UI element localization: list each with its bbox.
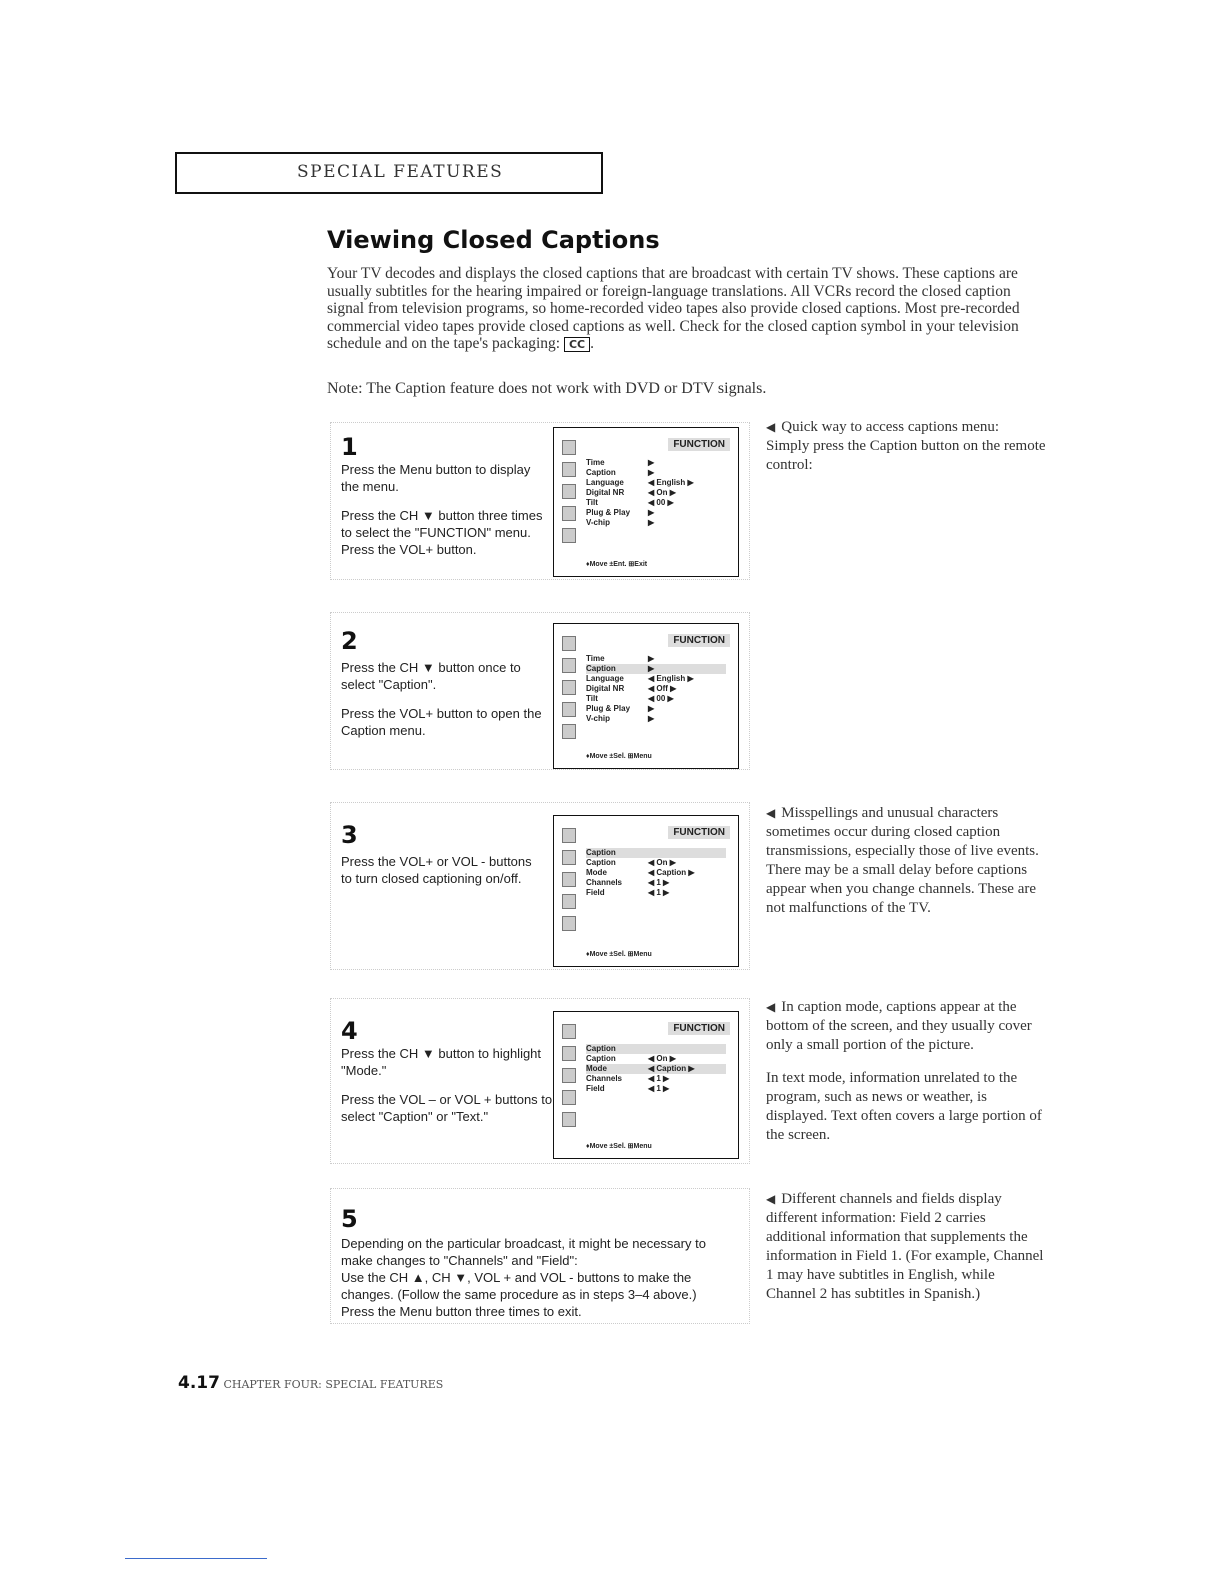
menu-row: Channels ◀ 1 ▶ [586, 878, 670, 887]
step-para: Press the CH ▼ button three times to select the "FUNCTION" menu. Press the VOL+ button. [341, 508, 543, 557]
step-3 [330, 802, 750, 970]
step-number: 1 [341, 433, 358, 461]
menu-row: V-chip ▶ [586, 518, 655, 527]
menu-row: Channels ◀ 1 ▶ [586, 1074, 670, 1083]
side-note-2 [766, 804, 1046, 932]
arrow-left-icon: ◀ [766, 1000, 776, 1014]
side-note-1 [766, 418, 1046, 489]
menu-footer: ♦Move ±Sel. ⊞Menu [586, 1143, 652, 1150]
step-5 [330, 1188, 750, 1324]
menu-rows [586, 458, 726, 528]
step-1 [330, 422, 750, 580]
section-header-box [175, 152, 603, 194]
note-text: Note: The Caption feature does not work with DVD or DTV signals. [327, 380, 767, 397]
menu-row: Tilt ◀ 00 ▶ [586, 694, 674, 703]
arrow-left-icon: ◀ [766, 806, 776, 820]
side-note-3 [766, 998, 1046, 1159]
chapter-title: CHAPTER FOUR: SPECIAL FEATURES [223, 1378, 444, 1391]
side-note-4 [766, 1190, 1046, 1318]
menu-icons [562, 828, 576, 938]
side-note-text: Quick way to access captions menu: Simply press the Caption button on the remote control: [766, 419, 1046, 473]
section-title: SPECIAL FEATURES [297, 162, 504, 182]
menu-row: Language ◀ English ▶ [586, 674, 694, 683]
menu-rows [586, 848, 726, 898]
menu-footer: ♦Move ±Ent. ⊞Exit [586, 561, 648, 568]
step-para: Press the VOL – or VOL + buttons to select "Caption" or "Text." [341, 1092, 553, 1124]
step-para: Press the CH ▼ button once to select "Caption". [341, 660, 521, 692]
step-para: Press the CH ▼ button to highlight "Mode." [341, 1046, 542, 1078]
menu-row: Language ◀ English ▶ [586, 478, 694, 487]
menu-screen [553, 1011, 739, 1159]
menu-screen [553, 623, 739, 769]
menu-title: FUNCTION [668, 826, 730, 839]
step-4 [330, 998, 750, 1164]
menu-row-highlighted: Mode ◀ Caption ▶ [586, 1064, 726, 1074]
step-instructions [341, 659, 546, 751]
intro-text: Your TV decodes and displays the closed captions that are broadcast with certain TV shows. These captions are usually subtitles for the hearing impaired or foreign-language translations. All VCRs record the closed caption signal from television programs, so home-recorded video tapes also provide closed captions. Most pre-recorded commercial video tapes provide closed captions as well. Check for the closed caption symbol in your television schedule and on the tape's packaging: [327, 265, 1020, 352]
menu-title: FUNCTION [668, 438, 730, 451]
menu-submenu-title: Caption [586, 848, 726, 858]
cc-symbol: CC [564, 337, 590, 352]
side-note-text: Misspellings and unusual characters sometimes occur during closed caption transmissions, especially those of live events. There may be a small delay before captions appear when you change channels. These are not malfunctions of the TV. [766, 805, 1039, 916]
menu-title: FUNCTION [668, 1022, 730, 1035]
side-note-text: Different channels and fields display different information: Field 2 carries additional information that supplements the information in Field 1. (For example, Channel 1 may have subtitles in English, while Channel 2 has subtitles in Spanish.) [766, 1191, 1044, 1302]
menu-rows [586, 1044, 726, 1094]
menu-submenu-title: Caption [586, 1044, 726, 1054]
arrow-left-icon: ◀ [766, 420, 776, 434]
menu-screen [553, 815, 739, 967]
step-para: Press the Menu button three times to exit. [341, 1304, 582, 1319]
step-instructions [341, 1235, 736, 1320]
menu-row: Field ◀ 1 ▶ [586, 888, 670, 897]
menu-row: Field ◀ 1 ▶ [586, 1084, 670, 1093]
step-para: Press the VOL+ or VOL - buttons to turn closed captioning on/off. [341, 854, 532, 886]
step-instructions [341, 461, 546, 570]
step-number: 2 [341, 627, 358, 655]
menu-row: Digital NR ◀ On ▶ [586, 488, 676, 497]
menu-screen [553, 427, 739, 577]
menu-row: Caption ▶ [586, 468, 655, 477]
step-instructions [341, 853, 546, 899]
menu-row: Tilt ◀ 00 ▶ [586, 498, 674, 507]
step-number: 5 [341, 1205, 358, 1233]
menu-title: FUNCTION [668, 634, 730, 647]
menu-row: Time ▶ [586, 654, 655, 663]
side-note-text: In caption mode, captions appear at the bottom of the screen, and they usually cover only a small portion of the picture. [766, 999, 1032, 1053]
menu-row: Caption ◀ On ▶ [586, 1054, 676, 1063]
step-2 [330, 612, 750, 770]
menu-footer: ♦Move ±Sel. ⊞Menu [586, 753, 652, 760]
menu-icons [562, 636, 576, 746]
intro-paragraph: Your TV decodes and displays the closed captions that are broadcast with certain TV shows. These captions are usually subtitles for the hearing impaired or foreign-language translations. All VCRs record the closed caption signal from television programs, so home-recorded video tapes also provide closed captions. Most pre-recorded commercial video tapes provide closed captions as well. Check for the closed caption symbol in your television schedule and on the tape's packaging: CC . [327, 265, 1020, 352]
menu-row: Mode ◀ Caption ▶ [586, 868, 695, 877]
menu-row: Plug & Play ▶ [586, 508, 655, 517]
step-number: 3 [341, 821, 358, 849]
step-number: 4 [341, 1017, 358, 1045]
menu-row: V-chip ▶ [586, 714, 655, 723]
step-para: Press the VOL+ button to open the Caption menu. [341, 706, 542, 738]
menu-footer: ♦Move ±Sel. ⊞Menu [586, 951, 652, 958]
menu-row: Digital NR ◀ Off ▶ [586, 684, 677, 693]
step-para: Press the Menu button to display the menu. [341, 462, 531, 494]
footer-rule [125, 1558, 267, 1559]
menu-rows [586, 654, 726, 724]
side-note-text: In text mode, information unrelated to the program, such as news or weather, is displayed. Text often covers a large portion of the screen. [766, 1070, 1042, 1143]
page-footer [178, 1373, 443, 1393]
page-title: Viewing Closed Captions [327, 226, 660, 254]
menu-icons [562, 440, 576, 550]
step-instructions [341, 1045, 556, 1137]
step-para: Depending on the particular broadcast, it might be necessary to make changes to "Channels" and "Field": [341, 1236, 706, 1268]
menu-icons [562, 1024, 576, 1134]
step-para: Use the CH ▲, CH ▼, VOL + and VOL - buttons to make the changes. (Follow the same procedure as in steps 3–4 above.) [341, 1270, 697, 1302]
menu-row: Caption ◀ On ▶ [586, 858, 676, 867]
arrow-left-icon: ◀ [766, 1192, 776, 1206]
page-number: 4.17 [178, 1373, 220, 1393]
menu-row: Time ▶ [586, 458, 655, 467]
menu-row: Plug & Play ▶ [586, 704, 655, 713]
menu-row-highlighted: Caption ▶ [586, 664, 726, 674]
